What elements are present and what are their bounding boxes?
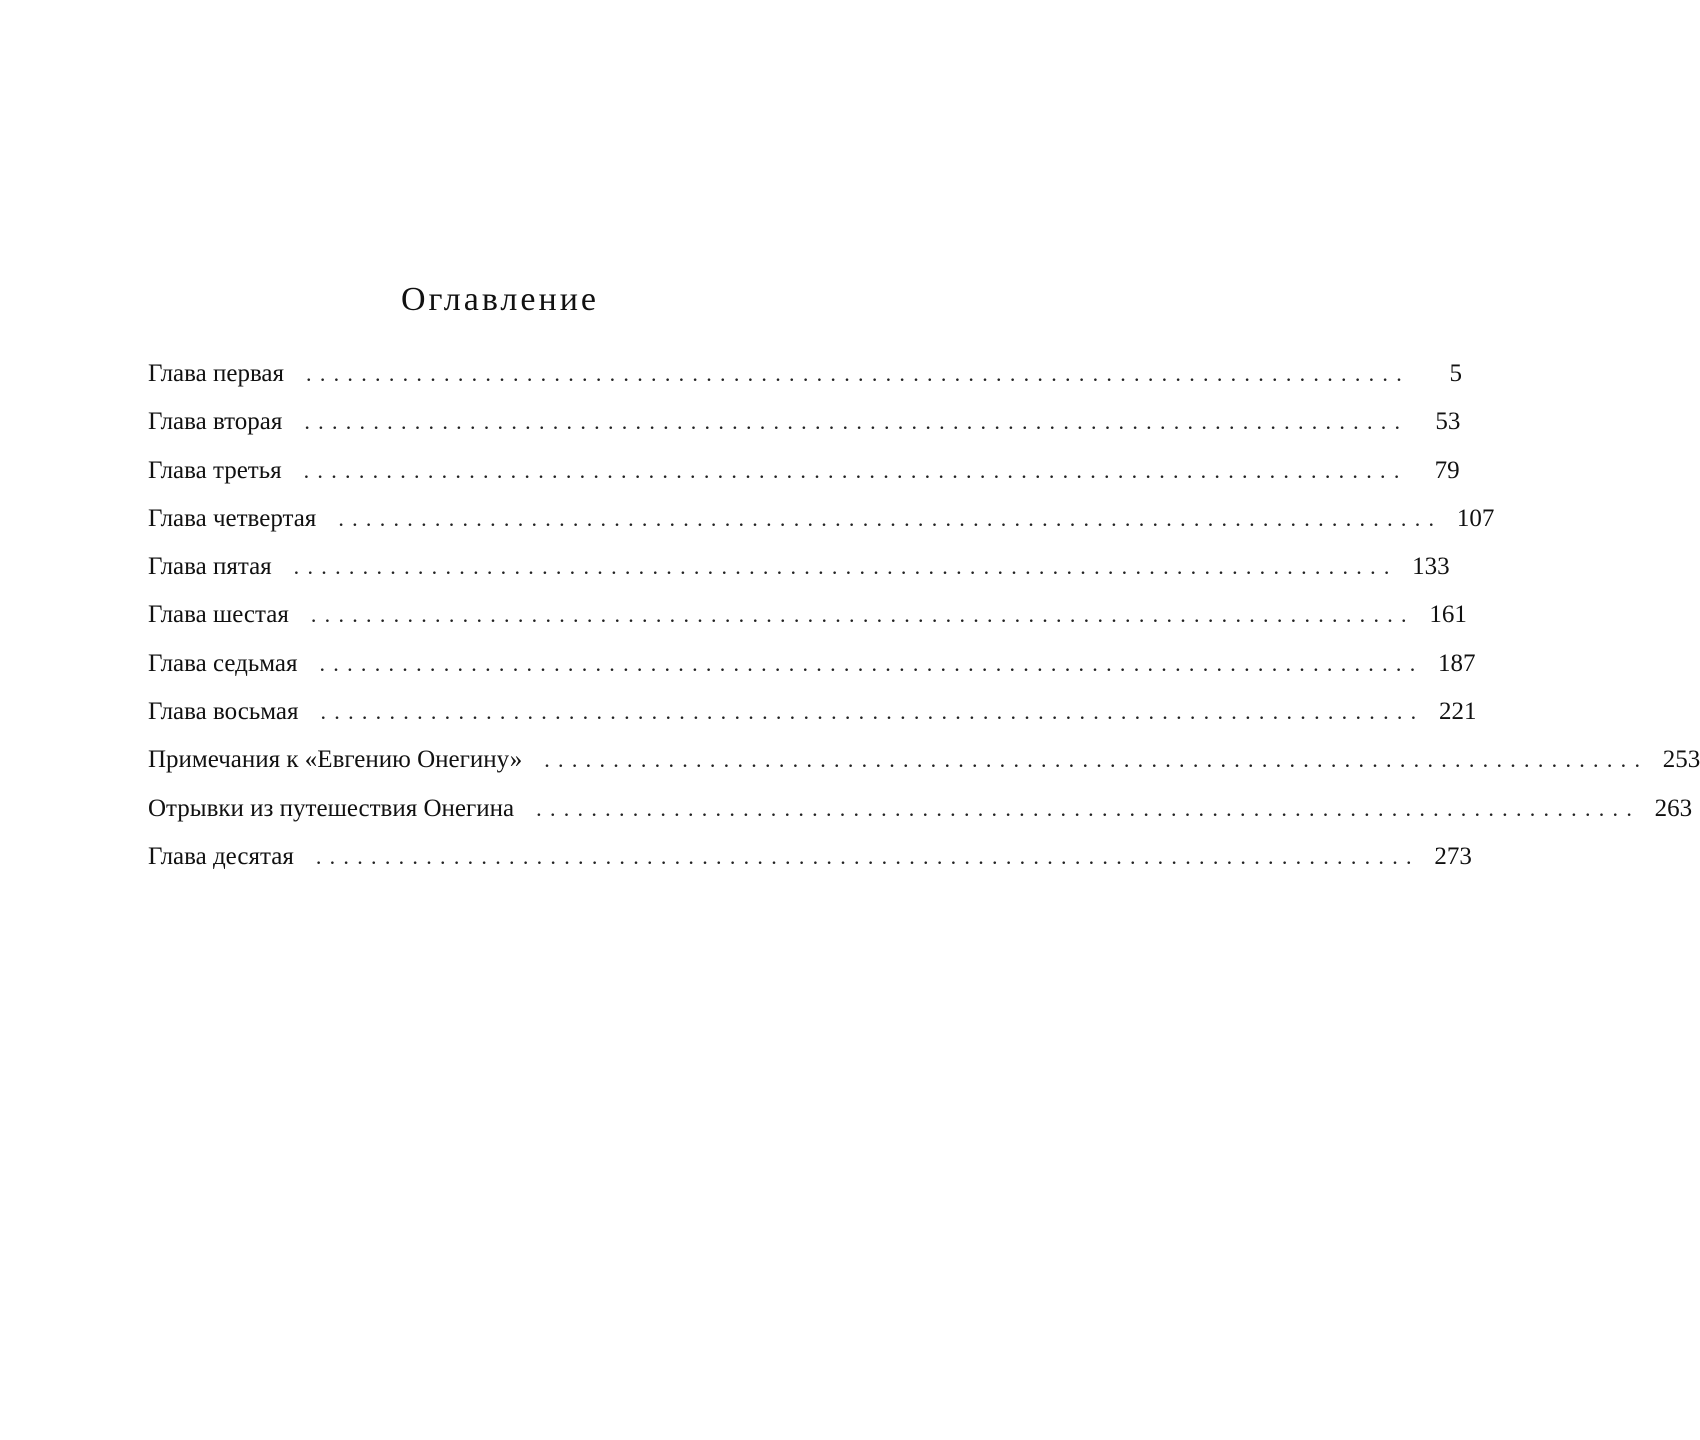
toc-entry-title: Глава четвертая bbox=[148, 495, 338, 543]
toc-entry-title: Глава десятая bbox=[148, 833, 316, 881]
dot-leader: ................................................................................ bbox=[315, 843, 1420, 869]
toc-entry bbox=[148, 398, 1461, 446]
toc-entry-title: Примечания к «Евгению Онегину» bbox=[148, 736, 544, 784]
dot-leader: ................................................................................ bbox=[304, 409, 1409, 435]
dot-leader: ................................................................................ bbox=[320, 699, 1425, 725]
toc-entry-page: 53 bbox=[1435, 408, 1461, 436]
toc-entry-page: 221 bbox=[1438, 698, 1477, 726]
toc-entry bbox=[148, 688, 1477, 736]
toc-entry-page: 5 bbox=[1449, 360, 1463, 387]
toc-list bbox=[148, 350, 1700, 881]
toc-entry bbox=[148, 591, 1467, 639]
toc-entry-title: Отрывки из путешествия Онегина bbox=[148, 785, 536, 833]
dot-leader: ................................................................................ bbox=[310, 602, 1415, 628]
toc-entry-page: 161 bbox=[1429, 601, 1467, 629]
toc-heading: Оглавление bbox=[401, 281, 599, 318]
toc-entry-title: Глава первая bbox=[148, 350, 306, 398]
toc-entry-title: Глава вторая bbox=[148, 398, 304, 446]
toc-entry-page: 253 bbox=[1662, 746, 1700, 774]
toc-entry-title: Глава пятая bbox=[148, 543, 294, 591]
toc-entry bbox=[148, 640, 1476, 688]
toc-entry bbox=[148, 350, 1463, 398]
dot-leader: ................................................................................ bbox=[306, 361, 1411, 386]
toc-entry bbox=[148, 447, 1460, 495]
dot-leader: ................................................................................ bbox=[293, 554, 1398, 580]
toc-entry-page: 273 bbox=[1434, 842, 1472, 870]
toc-entry-page: 107 bbox=[1456, 504, 1495, 532]
toc-entry-page: 133 bbox=[1412, 553, 1450, 581]
dot-leader: ................................................................................ bbox=[544, 747, 1649, 773]
toc-entry-title: Глава шестая bbox=[148, 591, 311, 639]
toc-entry bbox=[148, 736, 1700, 784]
toc-entry bbox=[148, 495, 1495, 543]
toc-entry bbox=[148, 833, 1472, 881]
dot-leader: ................................................................................ bbox=[319, 650, 1424, 676]
dot-leader: ................................................................................ bbox=[338, 505, 1443, 531]
dot-leader: ................................................................................ bbox=[536, 795, 1641, 821]
dot-leader: ................................................................................ bbox=[303, 457, 1408, 483]
toc-entry-title: Глава третья bbox=[148, 447, 304, 495]
toc-entry-title: Глава седьмая bbox=[148, 640, 320, 688]
toc-entry bbox=[148, 543, 1450, 591]
toc-entry bbox=[148, 785, 1693, 833]
toc-entry-page: 263 bbox=[1654, 794, 1693, 822]
toc-entry-page: 79 bbox=[1434, 456, 1460, 484]
toc-entry-title: Глава восьмая bbox=[148, 688, 320, 736]
toc-entry-page: 187 bbox=[1438, 649, 1476, 677]
